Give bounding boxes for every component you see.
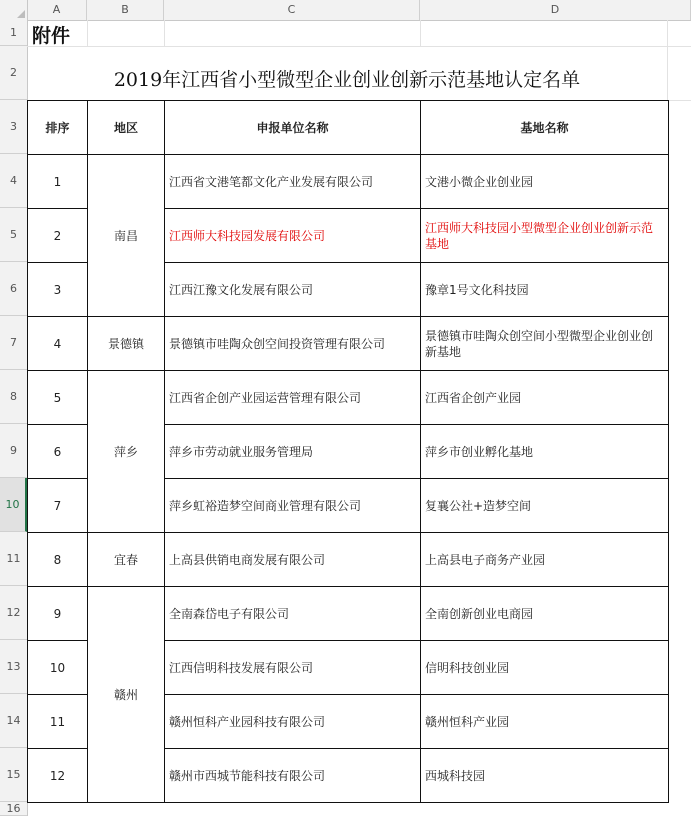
unit-cell[interactable]: 上高县供销电商发展有限公司 xyxy=(165,533,421,587)
row-header-5[interactable]: 5 xyxy=(0,208,27,262)
row-header-15[interactable]: 15 xyxy=(0,748,27,802)
rank-cell[interactable]: 10 xyxy=(28,641,88,695)
row-header-11[interactable]: 11 xyxy=(0,532,27,586)
unit-cell[interactable]: 萍乡虹裕造梦空间商业管理有限公司 xyxy=(165,479,421,533)
base-cell[interactable]: 信明科技创业园 xyxy=(421,641,669,695)
row-header-12[interactable]: 12 xyxy=(0,586,27,640)
empty-row-16[interactable] xyxy=(27,803,691,816)
base-cell[interactable]: 江西省企创产业园 xyxy=(421,371,669,425)
table-row xyxy=(28,155,669,209)
row-header-4[interactable]: 4 xyxy=(0,154,27,208)
rank-cell[interactable]: 8 xyxy=(28,533,88,587)
table-row xyxy=(28,533,669,587)
rank-cell[interactable]: 7 xyxy=(28,479,88,533)
column-header-bar xyxy=(0,0,691,21)
rank-cell[interactable]: 4 xyxy=(28,317,88,371)
row-header-6[interactable]: 6 xyxy=(0,262,27,316)
rank-cell[interactable]: 6 xyxy=(28,425,88,479)
row-header-9[interactable]: 9 xyxy=(0,424,27,478)
rank-cell[interactable]: 12 xyxy=(28,749,88,803)
sheet-title: 2019年江西省小型微型企业创业创新示范基地认定名单 xyxy=(113,69,581,91)
header-unit-name[interactable]: 申报单位名称 xyxy=(165,101,421,155)
base-cell[interactable]: 复襄公社+造梦空间 xyxy=(421,479,669,533)
base-cell[interactable]: 景德镇市哇陶众创空间小型微型企业创业创新基地 xyxy=(421,317,669,371)
base-cell[interactable]: 全南创新创业电商园 xyxy=(421,587,669,641)
base-cell[interactable]: 西城科技园 xyxy=(421,749,669,803)
unit-cell[interactable]: 江西省文港笔都文化产业发展有限公司 xyxy=(165,155,421,209)
unit-cell[interactable]: 萍乡市劳动就业服务管理局 xyxy=(165,425,421,479)
table-row xyxy=(28,371,669,425)
column-header-c[interactable]: C xyxy=(164,0,420,20)
rank-cell[interactable]: 2 xyxy=(28,209,88,263)
unit-cell[interactable]: 江西省企创产业园运营管理有限公司 xyxy=(165,371,421,425)
region-cell-ganzhou[interactable]: 赣州 xyxy=(88,587,165,803)
column-header-b[interactable]: B xyxy=(87,0,164,20)
row-header-8[interactable]: 8 xyxy=(0,370,27,424)
row-header-bar xyxy=(0,20,28,816)
base-cell[interactable]: 豫章1号文化科技园 xyxy=(421,263,669,317)
column-header-a[interactable]: A xyxy=(27,0,87,20)
base-cell[interactable]: 上高县电子商务产业园 xyxy=(421,533,669,587)
rank-cell[interactable]: 3 xyxy=(28,263,88,317)
header-region[interactable]: 地区 xyxy=(88,101,165,155)
cell-grid[interactable] xyxy=(27,20,691,816)
table-row xyxy=(28,587,669,641)
row-header-1[interactable]: 1 xyxy=(0,20,27,46)
row-header-13[interactable]: 13 xyxy=(0,640,27,694)
select-all-corner[interactable] xyxy=(0,0,28,20)
row-header-16[interactable]: 16 xyxy=(0,802,27,816)
row-header-10[interactable]: 10 xyxy=(0,478,27,532)
header-rank[interactable]: 排序 xyxy=(28,101,88,155)
header-base-name[interactable]: 基地名称 xyxy=(421,101,669,155)
base-cell-highlighted[interactable]: 江西师大科技园小型微型企业创业创新示范基地 xyxy=(421,209,669,263)
column-header-d[interactable]: D xyxy=(420,0,691,20)
table-row xyxy=(28,317,669,371)
rank-cell[interactable]: 1 xyxy=(28,155,88,209)
unit-cell[interactable]: 江西江豫文化发展有限公司 xyxy=(165,263,421,317)
row-header-7[interactable]: 7 xyxy=(0,316,27,370)
certified-base-table xyxy=(27,100,669,803)
unit-cell-highlighted[interactable]: 江西师大科技园发展有限公司 xyxy=(165,209,421,263)
rank-cell[interactable]: 9 xyxy=(28,587,88,641)
unit-cell[interactable]: 赣州恒科产业园科技有限公司 xyxy=(165,695,421,749)
unit-cell[interactable]: 江西信明科技发展有限公司 xyxy=(165,641,421,695)
region-cell-nanchang[interactable]: 南昌 xyxy=(88,155,165,317)
base-cell[interactable]: 赣州恒科产业园 xyxy=(421,695,669,749)
base-cell[interactable]: 萍乡市创业孵化基地 xyxy=(421,425,669,479)
table-header-row xyxy=(28,101,669,155)
row-header-2[interactable]: 2 xyxy=(0,46,27,100)
region-cell-yichun[interactable]: 宜春 xyxy=(88,533,165,587)
unit-cell[interactable]: 景德镇市哇陶众创空间投资管理有限公司 xyxy=(165,317,421,371)
rank-cell[interactable]: 5 xyxy=(28,371,88,425)
unit-cell[interactable]: 赣州市西城节能科技有限公司 xyxy=(165,749,421,803)
unit-cell[interactable]: 全南森岱电子有限公司 xyxy=(165,587,421,641)
rank-cell[interactable]: 11 xyxy=(28,695,88,749)
base-cell[interactable]: 文港小微企业创业园 xyxy=(421,155,669,209)
row-header-3[interactable]: 3 xyxy=(0,100,27,154)
region-cell-jingdezhen[interactable]: 景德镇 xyxy=(88,317,165,371)
region-cell-pingxiang[interactable]: 萍乡 xyxy=(88,371,165,533)
row-header-14[interactable]: 14 xyxy=(0,694,27,748)
attachment-label: 附件 xyxy=(32,25,71,47)
